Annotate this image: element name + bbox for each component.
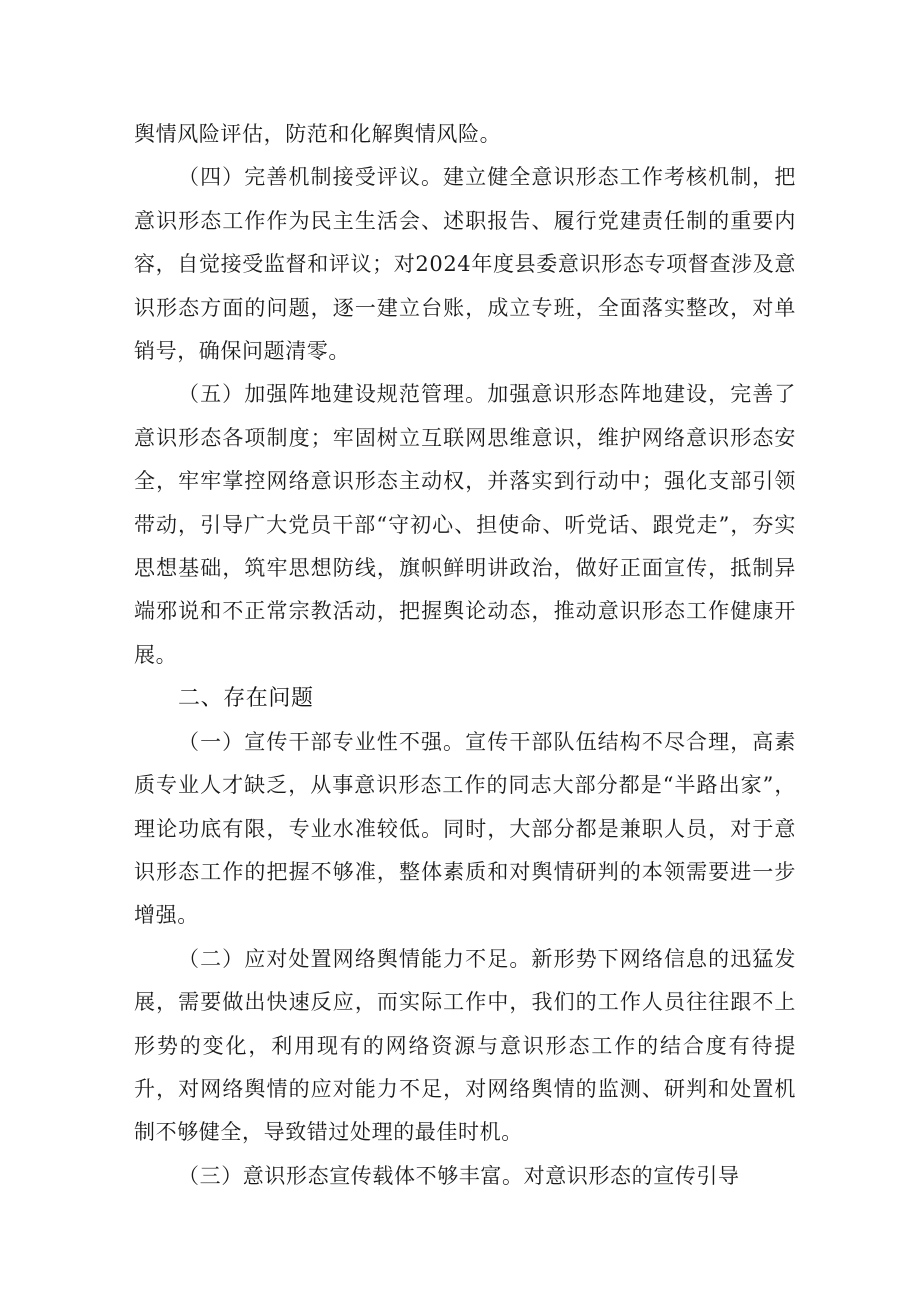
section-heading-problems: 二、存在问题 [178, 686, 314, 712]
paragraph-cadre-expertise: （一）宣传干部专业性不强。宣传干部队伍结构不尽合理，高素质专业人才缺乏，从事意识形态工作的同志大部分都是“半路出家”，理论功底有限，专业水准较低。同时，大部分都是兼职人员，对于意识形态工作的把握不够准，整体素质和对舆情研判的本领需要进一步增强。 [134, 729, 796, 928]
paragraph-continuation: 舆情风险评估，防范和化解舆情风险。 [134, 122, 502, 146]
paragraph-publicity-carriers: （三）意识形态宣传载体不够丰富。对意识形态的宣传引导 [178, 1163, 740, 1188]
paragraph-network-opinion: （二）应对处置网络舆情能力不足。新形势下网络信息的迅猛发展，需要做出快速反应，而实际工作中，我们的工作人员往往跟不上形势的变化，利用现有的网络资源与意识形态工作的结合度有待提升，对网络舆情的应对能力不足，对网络舆情的监测、研判和处置机制不够健全，导致错过处理的最佳时机。 [134, 946, 796, 1145]
paragraph-position-building: （五）加强阵地建设规范管理。加强意识形态阵地建设，完善了意识形态各项制度；牢固树立互联网思维意识，维护网络意识形态安全，牢牢掌控网络意识形态主动权，并落实到行动中；强化支部引领带动，引导广大党员干部“守初心、担使命、听党话、跟党走”，夯实思想基础，筑牢思想防线，旗帜鲜明讲政治，做好正面宣传，抵制异端邪说和不正常宗教活动，把握舆论动态，推动意识形态工作健康开展。 [134, 382, 796, 667]
paragraph-improve-mechanism: （四）完善机制接受评议。建立健全意识形态工作考核机制，把意识形态工作作为民主生活会、述职报告、履行党建责任制的重要内容，自觉接受监督和评议；对2024年度县委意识形态专项督查涉及意识形态方面的问题，逐一建立台账，成立专班，全面落实整改，对单销号，确保问题清零。 [134, 165, 796, 364]
document-body [134, 113, 796, 1198]
